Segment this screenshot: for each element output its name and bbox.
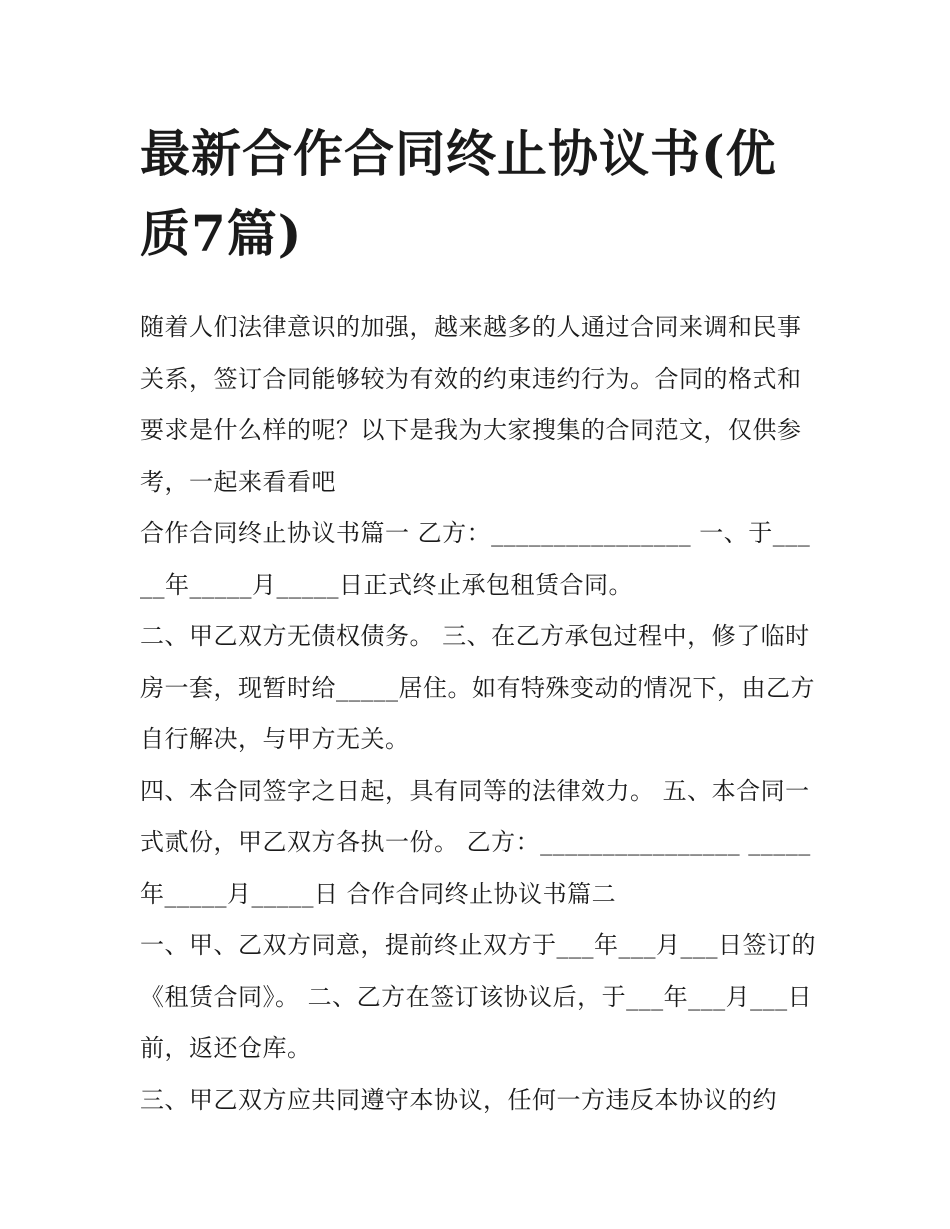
clause-three-paragraph: 三、甲乙双方应共同遵守本协议，任何一方违反本协议的约 bbox=[140, 1085, 777, 1114]
clause-four-five-paragraph: 四、本合同签字之日起，具有同等的法律效力。 五、本合同一式贰份，甲乙双方各执一份。 乙方：________________ _____年_____月_____日 合作合同终止协议书篇二 bbox=[140, 776, 811, 908]
clause-two-three-paragraph: 二、甲乙双方无债权债务。 三、在乙方承包过程中，修了临时房一套，现暂时给_____居住。如有特殊变动的情况下，由乙方自行解决，与甲方无关。 bbox=[140, 622, 815, 753]
document-page bbox=[140, 0, 820, 1126]
intro-paragraph: 随着人们法律意识的加强，越来越多的人通过合同来调和民事关系，签订合同能够较为有效的约束违约行为。合同的格式和要求是什么样的呢？以下是我为大家搜集的合同范文，仅供参考，一起来看看吧 bbox=[140, 313, 802, 496]
document-body bbox=[140, 302, 820, 1126]
section-one-paragraph: 合作合同终止协议书篇一 乙方：________________ 一、于_____年_____月_____日正式终止承包租赁合同。 bbox=[140, 519, 811, 599]
document-title: 最新合作合同终止协议书(优质7篇) bbox=[140, 124, 777, 263]
section-two-clauses-paragraph: 一、甲、乙双方同意，提前终止双方于___年___月___日签订的《租赁合同》。 二、乙方在签订该协议后，于___年___月___日前，返还仓库。 bbox=[140, 931, 816, 1062]
